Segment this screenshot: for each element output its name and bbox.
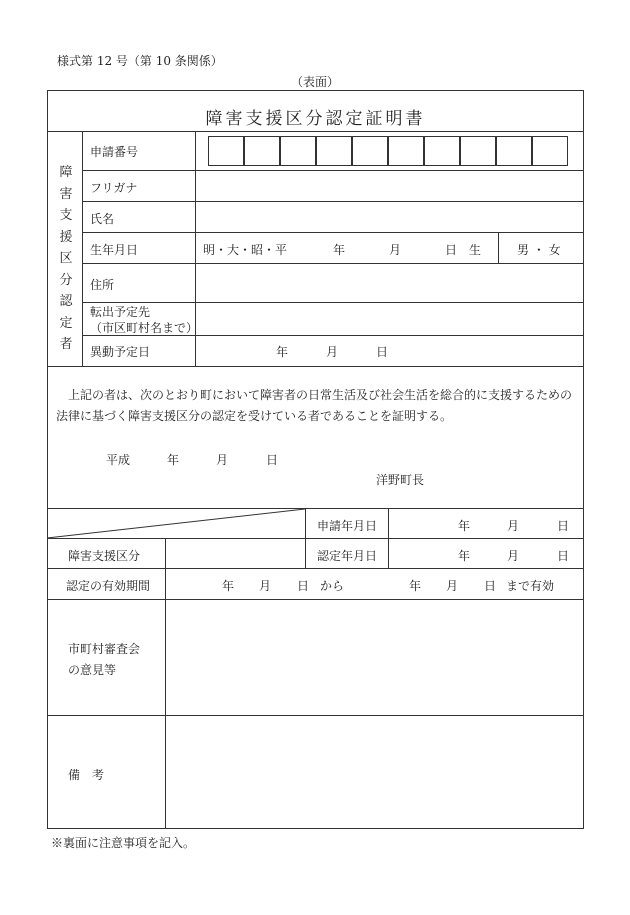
page-title: 障害支援区分認定証明書 (205, 109, 426, 129)
digit-box[interactable] (208, 136, 244, 166)
name-label: 氏名 (90, 212, 115, 226)
validity-until-year-unit: 年 (409, 579, 422, 593)
application-number-label: 申請番号 (90, 145, 139, 159)
move-destination-field[interactable] (196, 303, 583, 335)
validity-label: 認定の有効期間 (66, 579, 151, 593)
move-month-unit: 月 (326, 345, 339, 359)
form-number: 様式第 12 号（第 10 条関係） (57, 54, 223, 68)
certification-month-unit: 月 (507, 549, 520, 563)
rule-date-value-column (388, 508, 389, 568)
digit-box[interactable] (316, 136, 352, 166)
birth-suffix: 生 (469, 243, 482, 257)
rule-vertical-label-edge (82, 131, 83, 366)
digit-box[interactable] (460, 136, 496, 166)
application-year-unit: 年 (458, 519, 471, 533)
application-day-unit: 日 (557, 519, 570, 533)
validity-from-label: から (320, 579, 345, 593)
issue-era: 平成 (106, 453, 131, 467)
birth-month-unit: 月 (389, 243, 402, 257)
diagonal-slash (47, 508, 306, 539)
digit-box[interactable] (424, 136, 460, 166)
validity-until-day-unit: 日 (484, 579, 497, 593)
address-label: 住所 (90, 278, 115, 292)
furigana-label: フリガナ (90, 181, 138, 195)
address-field[interactable] (196, 264, 583, 302)
digit-box[interactable] (496, 136, 532, 166)
validity-until-month-unit: 月 (446, 579, 459, 593)
birth-year-unit: 年 (333, 243, 346, 257)
remarks-label: 備 考 (68, 768, 105, 782)
digit-box[interactable] (388, 136, 424, 166)
vertical-section-label: 障 害 支 援 区 分 認 定 者 (59, 165, 73, 352)
application-month-unit: 月 (507, 519, 520, 533)
remarks-field[interactable] (166, 716, 583, 828)
issuer-name: 洋野町長 (376, 473, 425, 487)
certification-statement: 上記の者は、次のとおり町において障害者の日常生活及び社会生活を総合的に支援するための法律に基づく障害支援区分の認定を受けている者であることを証明する。 (56, 388, 573, 423)
digit-box[interactable] (280, 136, 316, 166)
certification-year-unit: 年 (458, 549, 471, 563)
move-year-unit: 年 (276, 345, 289, 359)
birthdate-label: 生年月日 (90, 243, 139, 257)
issue-year-unit: 年 (167, 453, 180, 467)
validity-from-month-unit: 月 (259, 579, 272, 593)
digit-box[interactable] (532, 136, 568, 166)
review-opinion-label: 市町村審査会 の意見等 (68, 642, 141, 677)
era-options[interactable]: 明・大・昭・平 (203, 243, 288, 257)
move-date-label: 異動予定日 (90, 345, 151, 359)
review-opinion-field[interactable] (166, 600, 583, 715)
move-destination-label: 転出予定先 （市区町村名まで） (90, 305, 199, 335)
certification-day-unit: 日 (557, 549, 570, 563)
rule-row (47, 568, 584, 569)
gender-options[interactable]: 男 ・ 女 (517, 243, 561, 257)
validity-from-day-unit: 日 (297, 579, 310, 593)
validity-from-year-unit: 年 (222, 579, 235, 593)
digit-box[interactable] (352, 136, 388, 166)
issue-day-unit: 日 (266, 453, 279, 467)
application-date-label: 申請年月日 (317, 519, 378, 533)
furigana-field[interactable] (196, 171, 583, 201)
issue-month-unit: 月 (216, 453, 229, 467)
footer-note: ※裏面に注意事項を記入。 (51, 836, 196, 850)
digit-box[interactable] (244, 136, 280, 166)
classification-label: 障害支援区分 (68, 549, 141, 563)
classification-field[interactable] (166, 539, 305, 568)
birth-day-unit: 日 (445, 243, 458, 257)
move-day-unit: 日 (376, 345, 389, 359)
rule-title-bottom (47, 131, 584, 132)
name-field[interactable] (196, 202, 583, 232)
rule-row (82, 232, 584, 233)
certification-date-label: 認定年月日 (317, 549, 378, 563)
side-label: （表面） (290, 75, 339, 89)
rule-person-bottom (47, 366, 584, 367)
rule-gender-column (498, 232, 499, 263)
validity-until-label: まで有効 (506, 579, 555, 593)
